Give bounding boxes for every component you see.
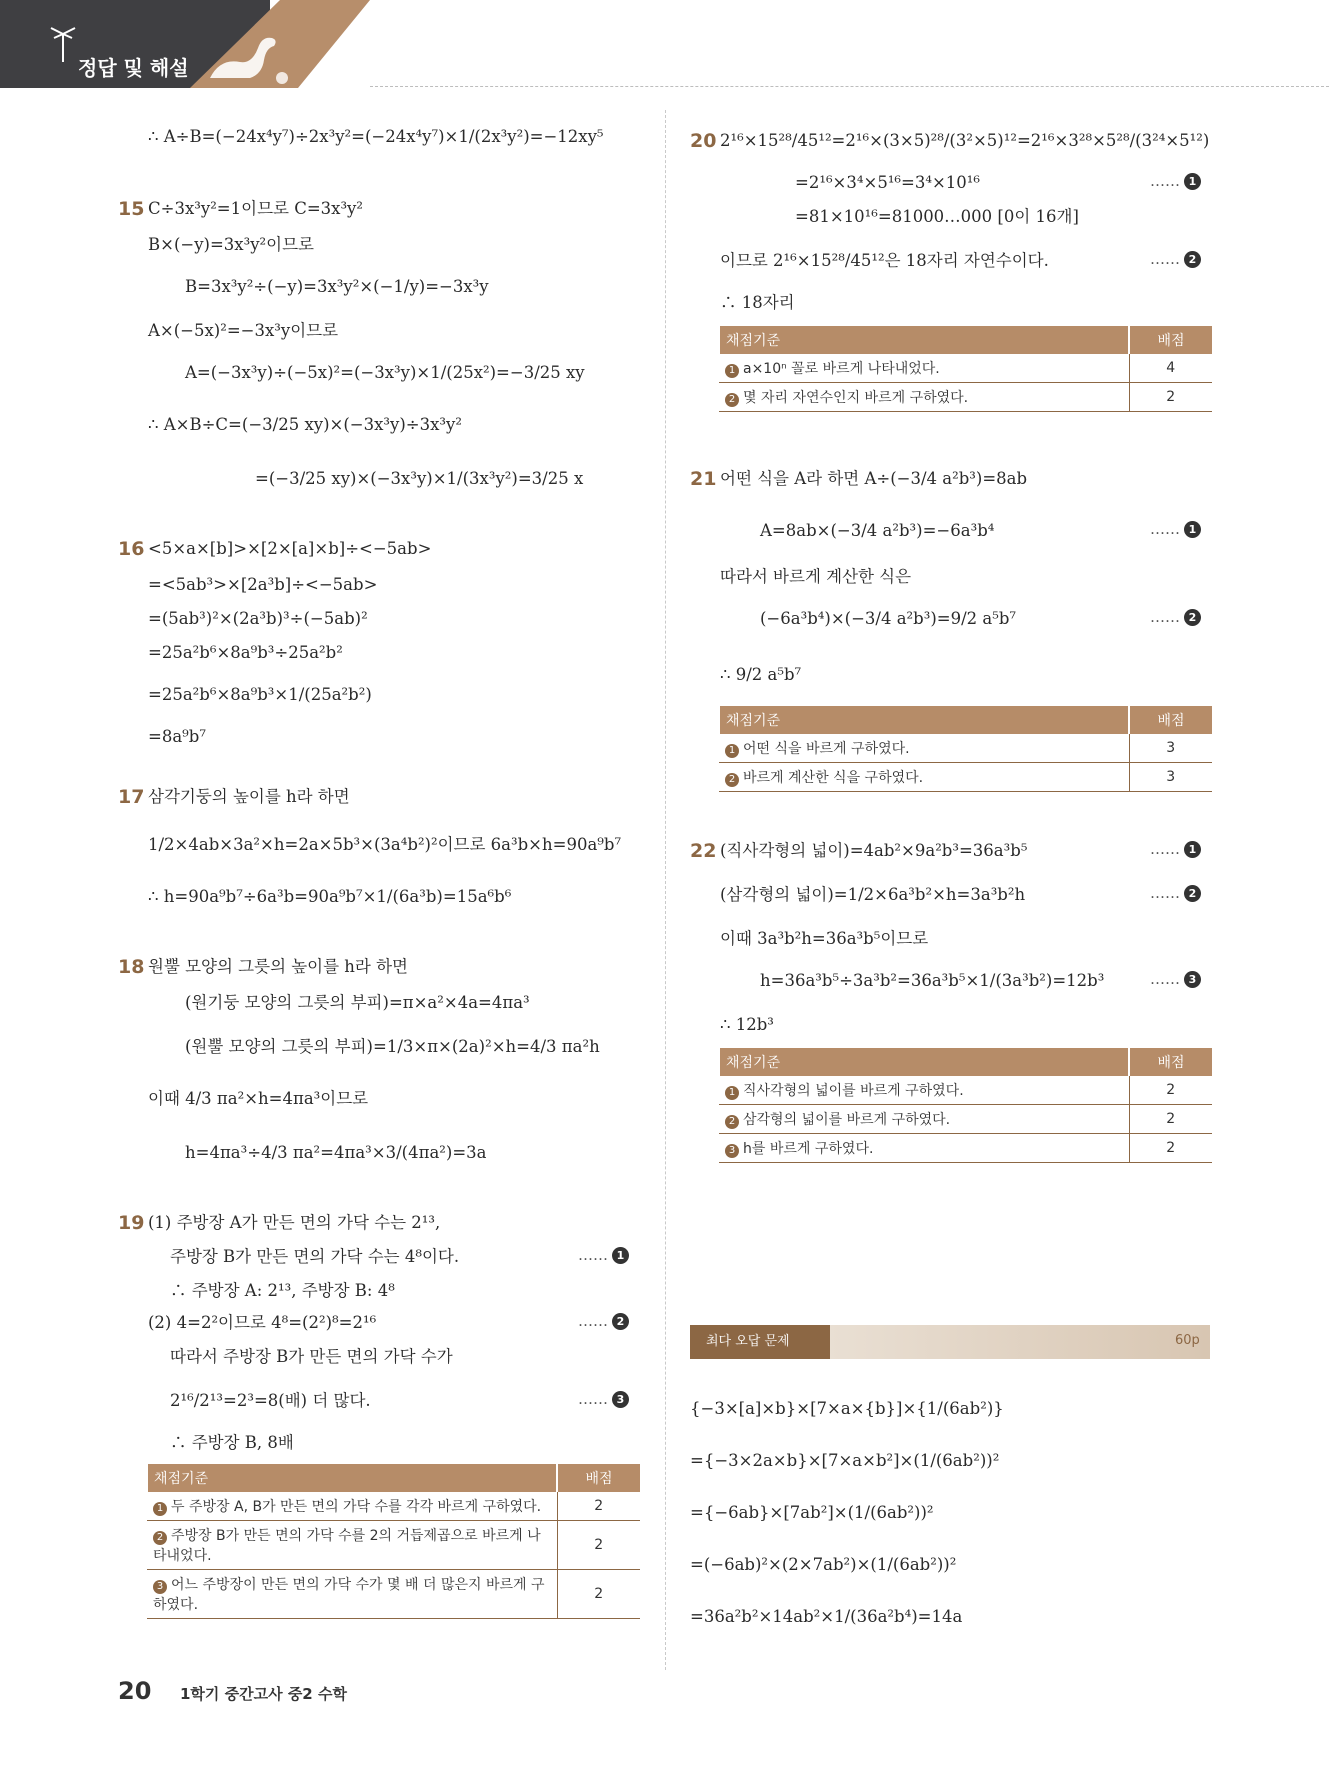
q19-number: 19 (118, 1212, 145, 1234)
q20-number: 20 (690, 130, 717, 152)
q15-line: A×(−5x)²=−3x³y이므로 (148, 321, 339, 340)
header-title: 정답 및 해설 (78, 56, 189, 80)
q20-line: 2¹⁶×15²⁸/45¹²=2¹⁶×(3×5)²⁸/(3²×5)¹²=2¹⁶×3²⁸×5²⁸/(3²⁴×5¹²) (720, 131, 1210, 150)
table-row (719, 383, 1212, 412)
q19-line: (2) 4=2²이므로 4⁸=(2²)⁸=2¹⁶ (148, 1313, 377, 1332)
q22-line: (직사각형의 넓이)=4ab²×9a²b³=36a³b⁵ (720, 841, 1028, 860)
table-header: 배점 (557, 1464, 640, 1492)
step-marker: …… 1 (1150, 520, 1201, 538)
table-cell: 2 주방장 B가 만든 면의 가닥 수를 2의 거듭제곱으로 바르게 나타내었다. (147, 1521, 557, 1570)
q17-line: 삼각기둥의 높이를 h라 하면 (148, 787, 350, 806)
page-number: 20 (118, 1677, 152, 1705)
q14-tail: ∴ A÷B=(−24x⁴y⁷)÷2x³y²=(−24x⁴y⁷)×1/(2x³y²)=−12xy⁵ (148, 127, 604, 146)
q21-line: 어떤 식을 A라 하면 A÷(−3/4 a²b³)=8ab (720, 469, 1028, 488)
q22-number: 22 (690, 840, 717, 862)
table-cell: 2 (557, 1521, 640, 1570)
table-cell: 2 (1129, 1134, 1212, 1163)
q16-number: 16 (118, 538, 145, 560)
q19-line: ∴ 주방장 A: 2¹³, 주방장 B: 4⁸ (170, 1281, 395, 1300)
table-row (147, 1521, 640, 1570)
table-row (719, 734, 1212, 763)
q21-scoring-table (718, 706, 1212, 792)
table-cell: 3 h를 바르게 구하였다. (719, 1134, 1129, 1163)
q20-line: 이므로 2¹⁶×15²⁸/45¹²은 18자리 자연수이다. (720, 251, 1049, 270)
q18-line: 이때 4/3 πa²×h=4πa³이므로 (148, 1089, 369, 1108)
table-cell: 2 (1129, 1076, 1212, 1105)
q20-scoring-table (718, 326, 1212, 412)
table-cell: 2 (557, 1570, 640, 1619)
q21-line: A=8ab×(−3/4 a²b³)=−6a³b⁴ (760, 521, 995, 540)
mini-page-ref: 60p (1175, 1333, 1200, 1348)
table-row (719, 1076, 1212, 1105)
page-header (0, 0, 1329, 88)
table-cell: 2 (1129, 383, 1212, 412)
table-cell: 1 어떤 식을 바르게 구하였다. (719, 734, 1129, 763)
q22-scoring-table (718, 1048, 1212, 1163)
table-header: 배점 (1129, 706, 1212, 734)
table-header: 채점기준 (719, 706, 1129, 734)
q16-line: =25a²b⁶×8a⁹b³÷25a²b² (148, 643, 343, 662)
q19-line: (1) 주방장 A가 만든 면의 가닥 수는 2¹³, (148, 1213, 441, 1232)
q15-line: ∴ A×B÷C=(−3/25 xy)×(−3x³y)÷3x³y² (148, 415, 462, 434)
step-marker: …… 2 (1150, 884, 1201, 902)
q16-line: <5×a×[b]>×[2×[a]×b]÷<−5ab> (148, 539, 432, 558)
q15-line: C÷3x³y²=1이므로 C=3x³y² (148, 199, 363, 218)
column-divider (665, 110, 666, 1670)
step-marker: …… 3 (1150, 970, 1201, 988)
mini-line: ={−6ab}×[7ab²]×(1/(6ab²))² (690, 1503, 934, 1522)
q21-number: 21 (690, 468, 717, 490)
header-dashed-line (370, 86, 1329, 87)
table-row (719, 763, 1212, 792)
q22-line: ∴ 12b³ (720, 1015, 774, 1034)
q19-line: ∴ 주방장 B, 8배 (170, 1433, 294, 1452)
q19-line: 주방장 B가 만든 면의 가닥 수는 4⁸이다. (170, 1247, 460, 1266)
table-row (719, 354, 1212, 383)
table-header: 채점기준 (147, 1464, 557, 1492)
table-row (719, 1105, 1212, 1134)
q20-line: =2¹⁶×3⁴×5¹⁶=3⁴×10¹⁶ (795, 173, 981, 192)
q17-number: 17 (118, 786, 145, 808)
table-cell: 1 두 주방장 A, B가 만든 면의 가닥 수를 각각 바르게 구하였다. (147, 1492, 557, 1521)
q19-scoring-table (146, 1464, 640, 1619)
q18-line: 원뿔 모양의 그릇의 높이를 h라 하면 (148, 957, 408, 976)
q16-line: =(5ab³)²×(2a³b)³÷(−5ab)² (148, 609, 368, 628)
q17-line: ∴ h=90a⁹b⁷÷6a³b=90a⁹b⁷×1/(6a³b)=15a⁶b⁶ (148, 887, 512, 906)
table-header: 배점 (1129, 1048, 1212, 1076)
table-row (719, 1134, 1212, 1163)
footer-book-title: 1학기 중간고사 중2 수학 (180, 1685, 347, 1703)
mini-line: {−3×[a]×b}×[7×a×{b}]×{1/(6ab²)} (690, 1399, 1004, 1418)
step-marker: …… 2 (1150, 250, 1201, 268)
dinosaur-icon (200, 28, 290, 86)
table-cell: 2 삼각형의 넓이를 바르게 구하였다. (719, 1105, 1129, 1134)
q21-line: 따라서 바르게 계산한 식은 (720, 567, 912, 586)
table-row (147, 1492, 640, 1521)
table-cell: 3 (1129, 763, 1212, 792)
palm-tree-icon (48, 22, 78, 62)
q15-line: A=(−3x³y)÷(−5x)²=(−3x³y)×1/(25x²)=−3/25 xy (185, 363, 585, 382)
table-cell: 2 (1129, 1105, 1212, 1134)
q17-line: 1/2×4ab×3a²×h=2a×5b³×(3a⁴b²)²이므로 6a³b×h=90a⁹b⁷ (148, 835, 622, 854)
table-header: 배점 (1129, 326, 1212, 354)
q22-line: (삼각형의 넓이)=1/2×6a³b²×h=3a³b²h (720, 885, 1026, 904)
table-cell: 4 (1129, 354, 1212, 383)
table-header: 채점기준 (719, 1048, 1129, 1076)
q22-line: 이때 3a³b²h=36a³b⁵이므로 (720, 929, 929, 948)
step-marker: …… 3 (578, 1390, 629, 1408)
mini-line: ={−3×2a×b}×[7×a×b²]×(1/(6ab²))² (690, 1451, 1000, 1470)
q18-number: 18 (118, 956, 145, 978)
mini-banner-bar (830, 1325, 1210, 1359)
table-cell: 3 어느 주방장이 만든 면의 가닥 수가 몇 배 더 많은지 바르게 구하였다. (147, 1570, 557, 1619)
mini-line: =(−6ab)²×(2×7ab²)×(1/(6ab²))² (690, 1555, 957, 1574)
q19-line: 2¹⁶/2¹³=2³=8(배) 더 많다. (170, 1391, 371, 1410)
table-cell: 2 바르게 계산한 식을 구하였다. (719, 763, 1129, 792)
q16-line: =25a²b⁶×8a⁹b³×1/(25a²b²) (148, 685, 372, 704)
q21-line: (−6a³b⁴)×(−3/4 a²b³)=9/2 a⁵b⁷ (760, 609, 1017, 628)
table-cell: 1 직사각형의 넓이를 바르게 구하였다. (719, 1076, 1129, 1105)
table-row (147, 1570, 640, 1619)
q20-line: =81×10¹⁶=81000…000 [0이 16개] (795, 207, 1079, 226)
mini-line: =36a²b²×14ab²×1/(36a²b⁴)=14a (690, 1607, 963, 1626)
table-cell: 2 (557, 1492, 640, 1521)
table-cell: 3 (1129, 734, 1212, 763)
step-marker: …… 1 (578, 1246, 629, 1264)
q18-line: (원뿔 모양의 그릇의 부피)=1/3×π×(2a)²×h=4/3 πa²h (185, 1037, 600, 1056)
q20-line: ∴ 18자리 (720, 293, 795, 312)
table-cell: 1 a×10ⁿ 꼴로 바르게 나타내었다. (719, 354, 1129, 383)
q18-line: (원기둥 모양의 그릇의 부피)=π×a²×4a=4πa³ (185, 993, 530, 1012)
q19-line: 따라서 주방장 B가 만든 면의 가닥 수가 (170, 1347, 453, 1366)
step-marker: …… 2 (1150, 608, 1201, 626)
q15-number: 15 (118, 198, 145, 220)
table-header: 채점기준 (719, 326, 1129, 354)
q18-line: h=4πa³÷4/3 πa²=4πa³×3/(4πa²)=3a (185, 1143, 487, 1162)
most-missed-badge: 최다 오답 문제 (690, 1325, 830, 1359)
q16-line: =8a⁹b⁷ (148, 727, 206, 746)
q15-line: =(−3/25 xy)×(−3x³y)×1/(3x³y²)=3/25 x (255, 469, 584, 488)
step-marker: …… 1 (1150, 172, 1201, 190)
q15-line: B=3x³y²÷(−y)=3x³y²×(−1/y)=−3x³y (185, 277, 489, 296)
q15-line: B×(−y)=3x³y²이므로 (148, 235, 314, 254)
q22-line: h=36a³b⁵÷3a³b²=36a³b⁵×1/(3a³b²)=12b³ (760, 971, 1105, 990)
q16-line: =<5ab³>×[2a³b]÷<−5ab> (148, 575, 378, 594)
q21-line: ∴ 9/2 a⁵b⁷ (720, 665, 802, 684)
step-marker: …… 2 (578, 1312, 629, 1330)
step-marker: …… 1 (1150, 840, 1201, 858)
table-cell: 2 몇 자리 자연수인지 바르게 구하였다. (719, 383, 1129, 412)
